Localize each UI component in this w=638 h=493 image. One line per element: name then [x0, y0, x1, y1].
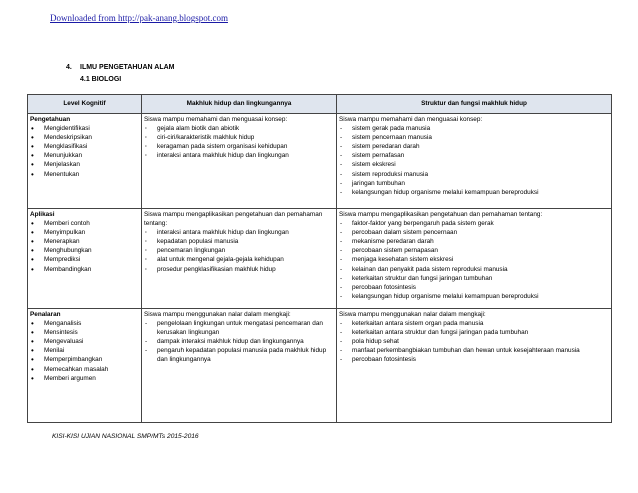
header-makhluk-hidup-lingkungan: Makhluk hidup dan lingkungannya — [142, 95, 337, 114]
list-item: • Menghubungkan — [30, 246, 139, 255]
struct-list — [339, 124, 609, 197]
list-item: · pencemaran lingkungan — [144, 246, 334, 255]
list-item: - sistem reproduksi manusia — [339, 170, 609, 179]
struct-intro: Siswa mampu menggunakan nalar dalam mengkaji: — [339, 311, 486, 318]
list-item: - sistem pencernaan manusia — [339, 133, 609, 142]
table-row — [28, 309, 612, 423]
list-item: - percobaan fotosintesis — [339, 355, 609, 364]
env-list — [144, 124, 334, 160]
source-link[interactable]: Downloaded from http://pak-anang.blogspot.com — [50, 13, 228, 23]
list-item: • Memberi argumen — [30, 374, 139, 383]
list-item: - kelangsungan hidup organisme melalui kemampuan bereproduksi — [339, 188, 609, 197]
list-item: • Memberi contoh — [30, 219, 139, 228]
struct-list — [339, 219, 609, 301]
list-item: · ciri-ciri/karakteristik makhluk hidup — [144, 133, 334, 142]
list-item: - mekanisme peredaran darah — [339, 237, 609, 246]
table-header-row — [28, 95, 612, 114]
env-cell — [142, 309, 337, 423]
list-item: - sistem ekskresi — [339, 160, 609, 169]
list-item: · gejala alam biotik dan abiotik — [144, 124, 334, 133]
list-item: • Menerapkan — [30, 237, 139, 246]
list-item: - percobaan sistem pernapasan — [339, 246, 609, 255]
list-item: · keragaman pada sistem organisasi kehidupan — [144, 142, 334, 151]
env-intro: Siswa mampu menggunakan nalar dalam mengkaji: — [144, 311, 291, 318]
list-item: • Membandingkan — [30, 265, 139, 274]
list-item: - sistem pernafasan — [339, 151, 609, 160]
list-item: • Mensintesis — [30, 328, 139, 337]
list-item: - keterkaitan antara sistem organ pada manusia — [339, 319, 609, 328]
section-subtitle: 4.1 BIOLOGI — [80, 76, 122, 83]
struct-cell — [337, 309, 612, 423]
struct-cell — [337, 209, 612, 309]
list-item: · interaksi antara makhluk hidup dan lingkungan — [144, 151, 334, 160]
list-item: - menjaga kesehatan sistem ekskresi — [339, 255, 609, 264]
list-item: - percobaan fotosintesis — [339, 283, 609, 292]
list-item: • Mengidentifikasi — [30, 124, 139, 133]
level-cell — [28, 209, 142, 309]
table-row — [28, 114, 612, 209]
list-item: • Menunjukkan — [30, 151, 139, 160]
page-footer: KISI-KISI UJIAN NASIONAL SMP/MTs 2015-2016 — [52, 433, 199, 440]
list-item: • Memprediksi — [30, 255, 139, 264]
list-item: - jaringan tumbuhan — [339, 179, 609, 188]
table-row — [28, 209, 612, 309]
skill-list — [30, 124, 139, 179]
list-item: · prosedur pengklasifikasian makhluk hidup — [144, 265, 334, 274]
env-cell — [142, 209, 337, 309]
list-item: - keterkaitan antara struktur dan fungsi jaringan pada tumbuhan — [339, 328, 609, 337]
list-item: • Memecahkan masalah — [30, 365, 139, 374]
level-title: Pengetahuan — [30, 116, 71, 123]
env-intro: Siswa mampu mengaplikasikan pengetahuan dan pemahaman tentang: — [144, 211, 323, 228]
level-title: Penalaran — [30, 311, 61, 318]
list-item: - percobaan dalam sistem pencernaan — [339, 228, 609, 237]
level-cell — [28, 309, 142, 423]
list-item: - pola hidup sehat — [339, 337, 609, 346]
section-title: ILMU PENGETAHUAN ALAM — [80, 64, 175, 71]
header-struktur-fungsi: Struktur dan fungsi makhluk hidup — [337, 95, 612, 114]
list-item: - dampak interaksi makhluk hidup dan lingkungannya — [144, 337, 334, 346]
list-item: • Mengevaluasi — [30, 337, 139, 346]
level-title: Aplikasi — [30, 211, 55, 218]
list-item: • Menyimpulkan — [30, 228, 139, 237]
section-heading — [66, 64, 175, 71]
list-item: - kelangsungan hidup organisme melalui kemampuan bereproduksi — [339, 292, 609, 301]
list-item: • Menilai — [30, 346, 139, 355]
list-item: • Mengklasifikasi — [30, 142, 139, 151]
header-level-kognitif: Level Kognitif — [28, 95, 142, 114]
list-item: - keterkaitan struktur dan fungsi jaringan tumbuhan — [339, 274, 609, 283]
list-item: • Menentukan — [30, 170, 139, 179]
list-item: • Menjelaskan — [30, 160, 139, 169]
list-item: • Menganalisis — [30, 319, 139, 328]
list-item: - sistem peredaran darah — [339, 142, 609, 151]
kisi-kisi-table — [27, 94, 612, 423]
list-item: • Memperpimbangkan — [30, 355, 139, 364]
list-item: · alat untuk mengenal gejala-gejala kehidupan — [144, 255, 334, 264]
env-intro: Siswa mampu memahami dan menguasai konsep: — [144, 116, 288, 123]
section-number: 4. — [66, 64, 72, 71]
list-item: · kepadatan populasi manusia — [144, 237, 334, 246]
struct-cell — [337, 114, 612, 209]
env-cell — [142, 114, 337, 209]
list-item: · interaksi antara makhluk hidup dan lingkungan — [144, 228, 334, 237]
list-item: • Mendeskripsikan — [30, 133, 139, 142]
list-item: - kelainan dan penyakit pada sistem reproduksi manusia — [339, 265, 609, 274]
list-item: - pengaruh kepadatan populasi manusia pada makhluk hidup dan lingkungannya — [144, 346, 334, 364]
level-cell — [28, 114, 142, 209]
list-item: - manfaat perkembangbiakan tumbuhan dan hewan untuk kesejahteraan manusia — [339, 346, 609, 355]
skill-list — [30, 219, 139, 274]
skill-list — [30, 319, 139, 383]
struct-intro: Siswa mampu mengaplikasikan pengetahuan dan pemahaman tentang: — [339, 211, 543, 218]
env-list — [144, 319, 334, 364]
list-item: - faktor-faktor yang berpengaruh pada sistem gerak — [339, 219, 609, 228]
struct-list — [339, 319, 609, 364]
list-item: - pengelolaan lingkungan untuk mengatasi pencemaran dan kerusakan lingkungan — [144, 319, 334, 337]
struct-intro: Siswa mampu memahami dan menguasai konsep: — [339, 116, 483, 123]
list-item: - sistem gerak pada manusia — [339, 124, 609, 133]
env-list — [144, 228, 334, 273]
